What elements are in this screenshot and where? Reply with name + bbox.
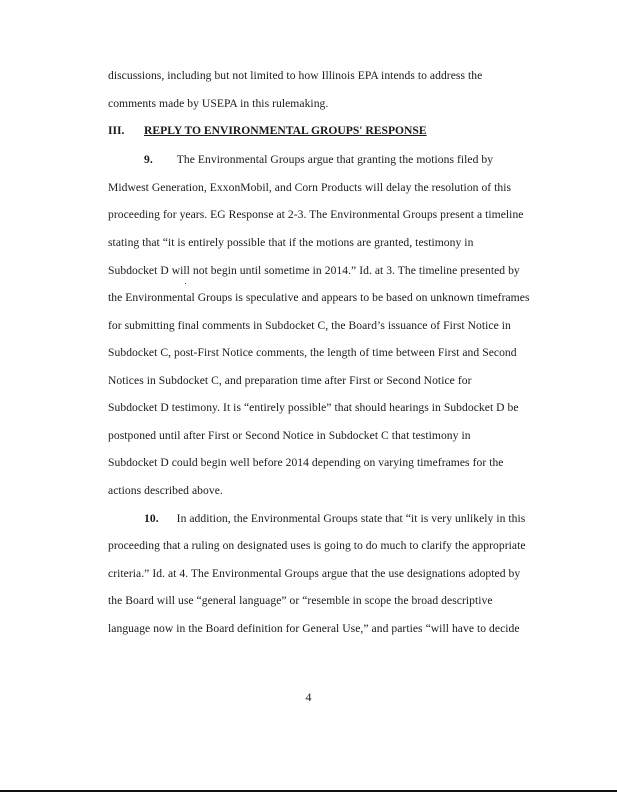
body-text-line: Midwest Generation, ExxonMobil, and Corn Products will delay the resolution of this — [108, 181, 512, 194]
body-text-line: Subdocket D will not begin until sometime in 2014.” Id. at 3. The timeline presented by — [108, 264, 520, 277]
body-text-line: proceeding that a ruling on designated uses is going to do much to clarify the appropriate — [108, 539, 526, 552]
body-text: In addition, the Environmental Groups state that “it is very unlikely in this — [176, 512, 526, 525]
body-text-line: actions described above. — [108, 484, 223, 497]
paragraph-number: 9. — [144, 153, 153, 166]
body-text-line: discussions, including but not limited to how Illinois EPA intends to address the — [108, 69, 483, 82]
body-text-line: comments made by USEPA in this rulemaking. — [108, 97, 329, 110]
section-number: III. — [108, 124, 125, 137]
body-text-line: proceeding for years. EG Response at 2-3. The Environmental Groups present a timeline — [108, 208, 524, 221]
section-title: REPLY TO ENVIRONMENTAL GROUPS' RESPONSE — [144, 124, 427, 137]
body-text-line: for submitting final comments in Subdocket C, the Board’s issuance of First Notice in — [108, 319, 511, 332]
paragraph-10-first-line — [144, 512, 525, 526]
section-heading — [108, 124, 427, 137]
body-text-line: Subdocket D could begin well before 2014 depending on varying timeframes for the — [108, 456, 504, 469]
body-text: The Environmental Groups argue that granting the motions filed by — [176, 153, 494, 166]
body-text-line: stating that “it is entirely possible that if the motions are granted, testimony in — [108, 236, 474, 249]
scan-speck — [185, 283, 186, 284]
body-text-line: Subdocket C, post-First Notice comments, the length of time between First and Second — [108, 346, 517, 359]
footer-rule — [0, 790, 617, 792]
body-text-line: the Board will use “general language” or “resemble in scope the broad descriptive — [108, 594, 493, 607]
body-text-line: postponed until after First or Second Notice in Subdocket C that testimony in — [108, 429, 471, 442]
body-text-line: Notices in Subdocket C, and preparation time after First or Second Notice for — [108, 374, 472, 387]
body-text-line: criteria.” Id. at 4. The Environmental Groups argue that the use designations adopted by — [108, 567, 521, 580]
paragraph-9-first-line — [144, 153, 493, 167]
page-number: 4 — [305, 690, 312, 704]
body-text-line: Subdocket D testimony. It is “entirely possible” that should hearings in Subdocket D be — [108, 401, 519, 414]
body-text-line: language now in the Board definition for General Use,” and parties “will have to decide — [108, 622, 520, 635]
body-text-line: the Environmental Groups is speculative and appears to be based on unknown timeframes — [108, 291, 530, 304]
paragraph-number: 10. — [144, 512, 159, 525]
